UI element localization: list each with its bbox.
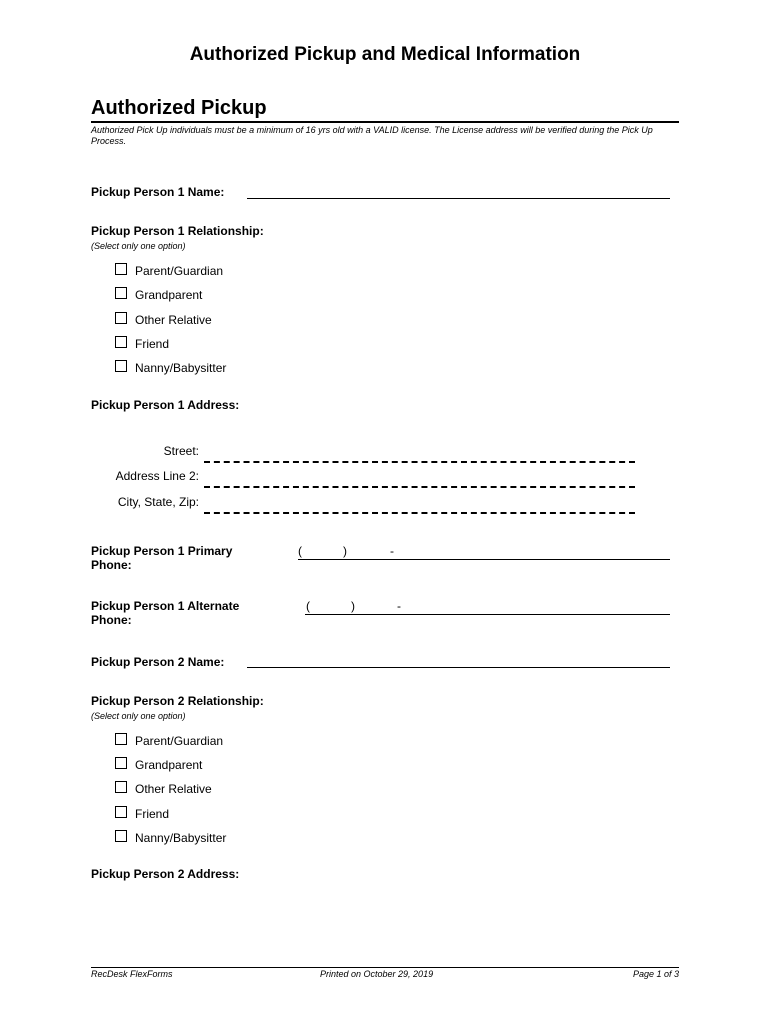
person1-alternate-phone-label — [91, 599, 239, 627]
person1-name-label: Pickup Person 1 Name: — [91, 185, 225, 199]
person2-relationship-label: Pickup Person 2 Relationship: — [91, 694, 264, 708]
person1-relationship-label: Pickup Person 1 Relationship: — [91, 224, 264, 238]
alternate-phone-close-paren: ) — [351, 599, 355, 613]
footer-left: RecDesk FlexForms — [91, 969, 173, 979]
primary-phone-close-paren: ) — [343, 544, 347, 558]
person2-name-label: Pickup Person 2 Name: — [91, 655, 225, 669]
person2-option-parent-checkbox[interactable] — [115, 733, 127, 745]
footer-page-number: Page 1 of 3 — [632, 969, 679, 979]
city-state-zip-field[interactable] — [204, 512, 635, 514]
alternate-phone-open-paren: ( — [306, 599, 310, 613]
person1-option-grandparent-checkbox[interactable] — [115, 287, 127, 299]
person2-option-friend-label: Friend — [135, 807, 170, 821]
address-line2-field[interactable] — [204, 486, 635, 488]
person1-name-field[interactable] — [247, 198, 670, 199]
person2-name-field[interactable] — [247, 667, 670, 668]
city-state-zip-label: City, State, Zip: — [117, 495, 199, 509]
person1-alternate-phone-field[interactable] — [305, 614, 670, 615]
section-note: Authorized Pick Up individuals must be a minimum of 16 yrs old with a VALID license. The License address will be verified during the Pick Up Process. — [91, 125, 653, 146]
person2-option-nanny-label: Nanny/Babysitter — [135, 831, 227, 845]
person1-option-nanny-label: Nanny/Babysitter — [135, 361, 227, 375]
person2-option-other-relative-checkbox[interactable] — [115, 781, 127, 793]
person1-option-nanny-checkbox[interactable] — [115, 360, 127, 372]
person2-address-label: Pickup Person 2 Address: — [91, 867, 240, 881]
person2-option-grandparent-label: Grandparent — [135, 758, 203, 772]
person2-option-other-relative-label: Other Relative — [135, 782, 212, 796]
primary-phone-label-line2: Phone: — [91, 558, 132, 572]
primary-phone-dash: - — [390, 544, 394, 558]
alternate-phone-label-line2: Phone: — [91, 613, 132, 627]
person1-option-parent-label: Parent/Guardian — [135, 264, 224, 278]
person1-option-parent-checkbox[interactable] — [115, 263, 127, 275]
footer-center: Printed on October 29, 2019 — [320, 969, 434, 979]
person2-relationship-hint: (Select only one option) — [91, 711, 186, 721]
person1-option-other-relative-label: Other Relative — [135, 313, 212, 327]
document-title: Authorized Pickup and Medical Information — [189, 44, 581, 65]
alternate-phone-dash: - — [397, 599, 401, 613]
person2-option-parent-label: Parent/Guardian — [135, 734, 224, 748]
alternate-phone-label-line1: Pickup Person 1 Alternate — [91, 599, 240, 613]
primary-phone-label-line1: Pickup Person 1 Primary — [91, 544, 233, 558]
section-title: Authorized Pickup — [91, 97, 267, 119]
person1-option-friend-label: Friend — [135, 337, 170, 351]
street-field[interactable] — [204, 461, 635, 463]
person1-option-friend-checkbox[interactable] — [115, 336, 127, 348]
person1-primary-phone-field[interactable] — [298, 559, 670, 560]
primary-phone-open-paren: ( — [298, 544, 302, 558]
address-line2-label: Address Line 2: — [115, 469, 199, 483]
street-label: Street: — [163, 444, 199, 458]
person2-option-nanny-checkbox[interactable] — [115, 830, 127, 842]
person1-relationship-hint: (Select only one option) — [91, 241, 186, 251]
person1-option-other-relative-checkbox[interactable] — [115, 312, 127, 324]
person2-option-grandparent-checkbox[interactable] — [115, 757, 127, 769]
person1-option-grandparent-label: Grandparent — [135, 288, 203, 302]
section-divider — [91, 121, 679, 123]
person1-primary-phone-label — [91, 544, 232, 572]
person1-address-label: Pickup Person 1 Address: — [91, 398, 240, 412]
footer-divider — [91, 967, 679, 968]
person2-option-friend-checkbox[interactable] — [115, 806, 127, 818]
